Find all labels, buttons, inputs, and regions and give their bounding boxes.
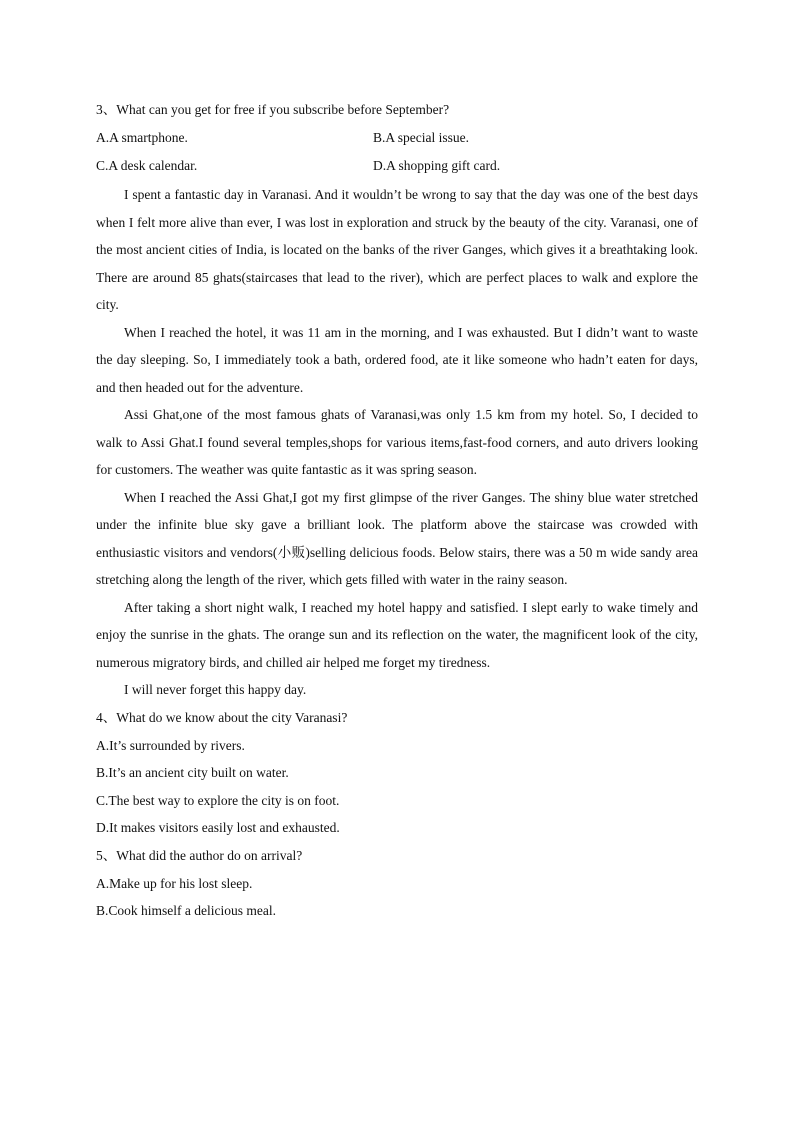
option-3a: A.A smartphone. xyxy=(96,130,188,145)
reading-passage xyxy=(96,181,698,704)
passage-paragraph-3: Assi Ghat,one of the most famous ghats of Varanasi,was only 1.5 km from my hotel. So, I decided to walk to Assi Ghat.I found several temples,shops for various items,fast-food corners, and auto drivers looking for customers. The weather was quite fantastic as it was spring season. xyxy=(96,407,698,477)
passage-paragraph-5: After taking a short night walk, I reached my hotel happy and satisfied. I slept early to wake timely and enjoy the sunrise in the ghats. The orange sun and its reflection on the water, the magnificent look of the city, numerous migratory birds, and chilled air helped me forget my tiredness. xyxy=(96,599,698,670)
passage-paragraph-6: I will never forget this happy day. xyxy=(124,682,307,697)
option-3b: B.A special issue. xyxy=(373,130,469,145)
option-5b: B.Cook himself a delicious meal. xyxy=(96,903,276,918)
option-3d: D.A shopping gift card. xyxy=(373,158,501,173)
option-4c: C.The best way to explore the city is on foot. xyxy=(96,792,340,808)
option-4d: D.It makes visitors easily lost and exhausted. xyxy=(96,820,340,835)
option-3c: C.A desk calendar. xyxy=(96,158,198,173)
question-3: 3、What can you get for free if you subscribe before September? xyxy=(96,102,450,117)
option-4b: B.It’s an ancient city built on water. xyxy=(96,765,289,780)
passage-paragraph-1: I spent a fantastic day in Varanasi. And it wouldn’t be wrong to say that the day was one of the best days when I felt more alive than ever, I was lost in exploration and struck by the beauty of the city. Varanasi, one of the most ancient cities of India, is located on the banks of the river Ganges, which gives it a breathtaking look. There are around 85 ghats(staircases that lead to the river), which are perfect places to walk and explore the city. xyxy=(96,187,698,312)
document-page xyxy=(96,96,698,925)
passage-paragraph-4: When I reached the Assi Ghat,I got my first glimpse of the river Ganges. The shiny blue water stretched under the infinite blue sky gave a brilliant look. The platform above the staircase was crowded with enthusiastic visitors and vendors(小贩)selling delicious foods. Below stairs, there was a 50 m wide sandy area stretching along the length of the river, which gets filled with water in the rainy season. xyxy=(96,489,698,587)
passage-paragraph-2: When I reached the hotel, it was 11 am in the morning, and I was exhausted. But I didn’t want to waste the day sleeping. So, I immediately took a bath, ordered food, ate it like someone who hadn’t eaten for days, and then headed out for the adventure. xyxy=(96,324,698,395)
option-5a: A.Make up for his lost sleep. xyxy=(96,875,253,891)
question-3-options-row-1 xyxy=(96,124,698,152)
question-5: 5、What did the author do on arrival? xyxy=(96,847,303,863)
option-4a: A.It’s surrounded by rivers. xyxy=(96,737,245,753)
question-3-options-row-2 xyxy=(96,152,698,180)
question-4: 4、What do we know about the city Varanasi? xyxy=(96,709,348,725)
